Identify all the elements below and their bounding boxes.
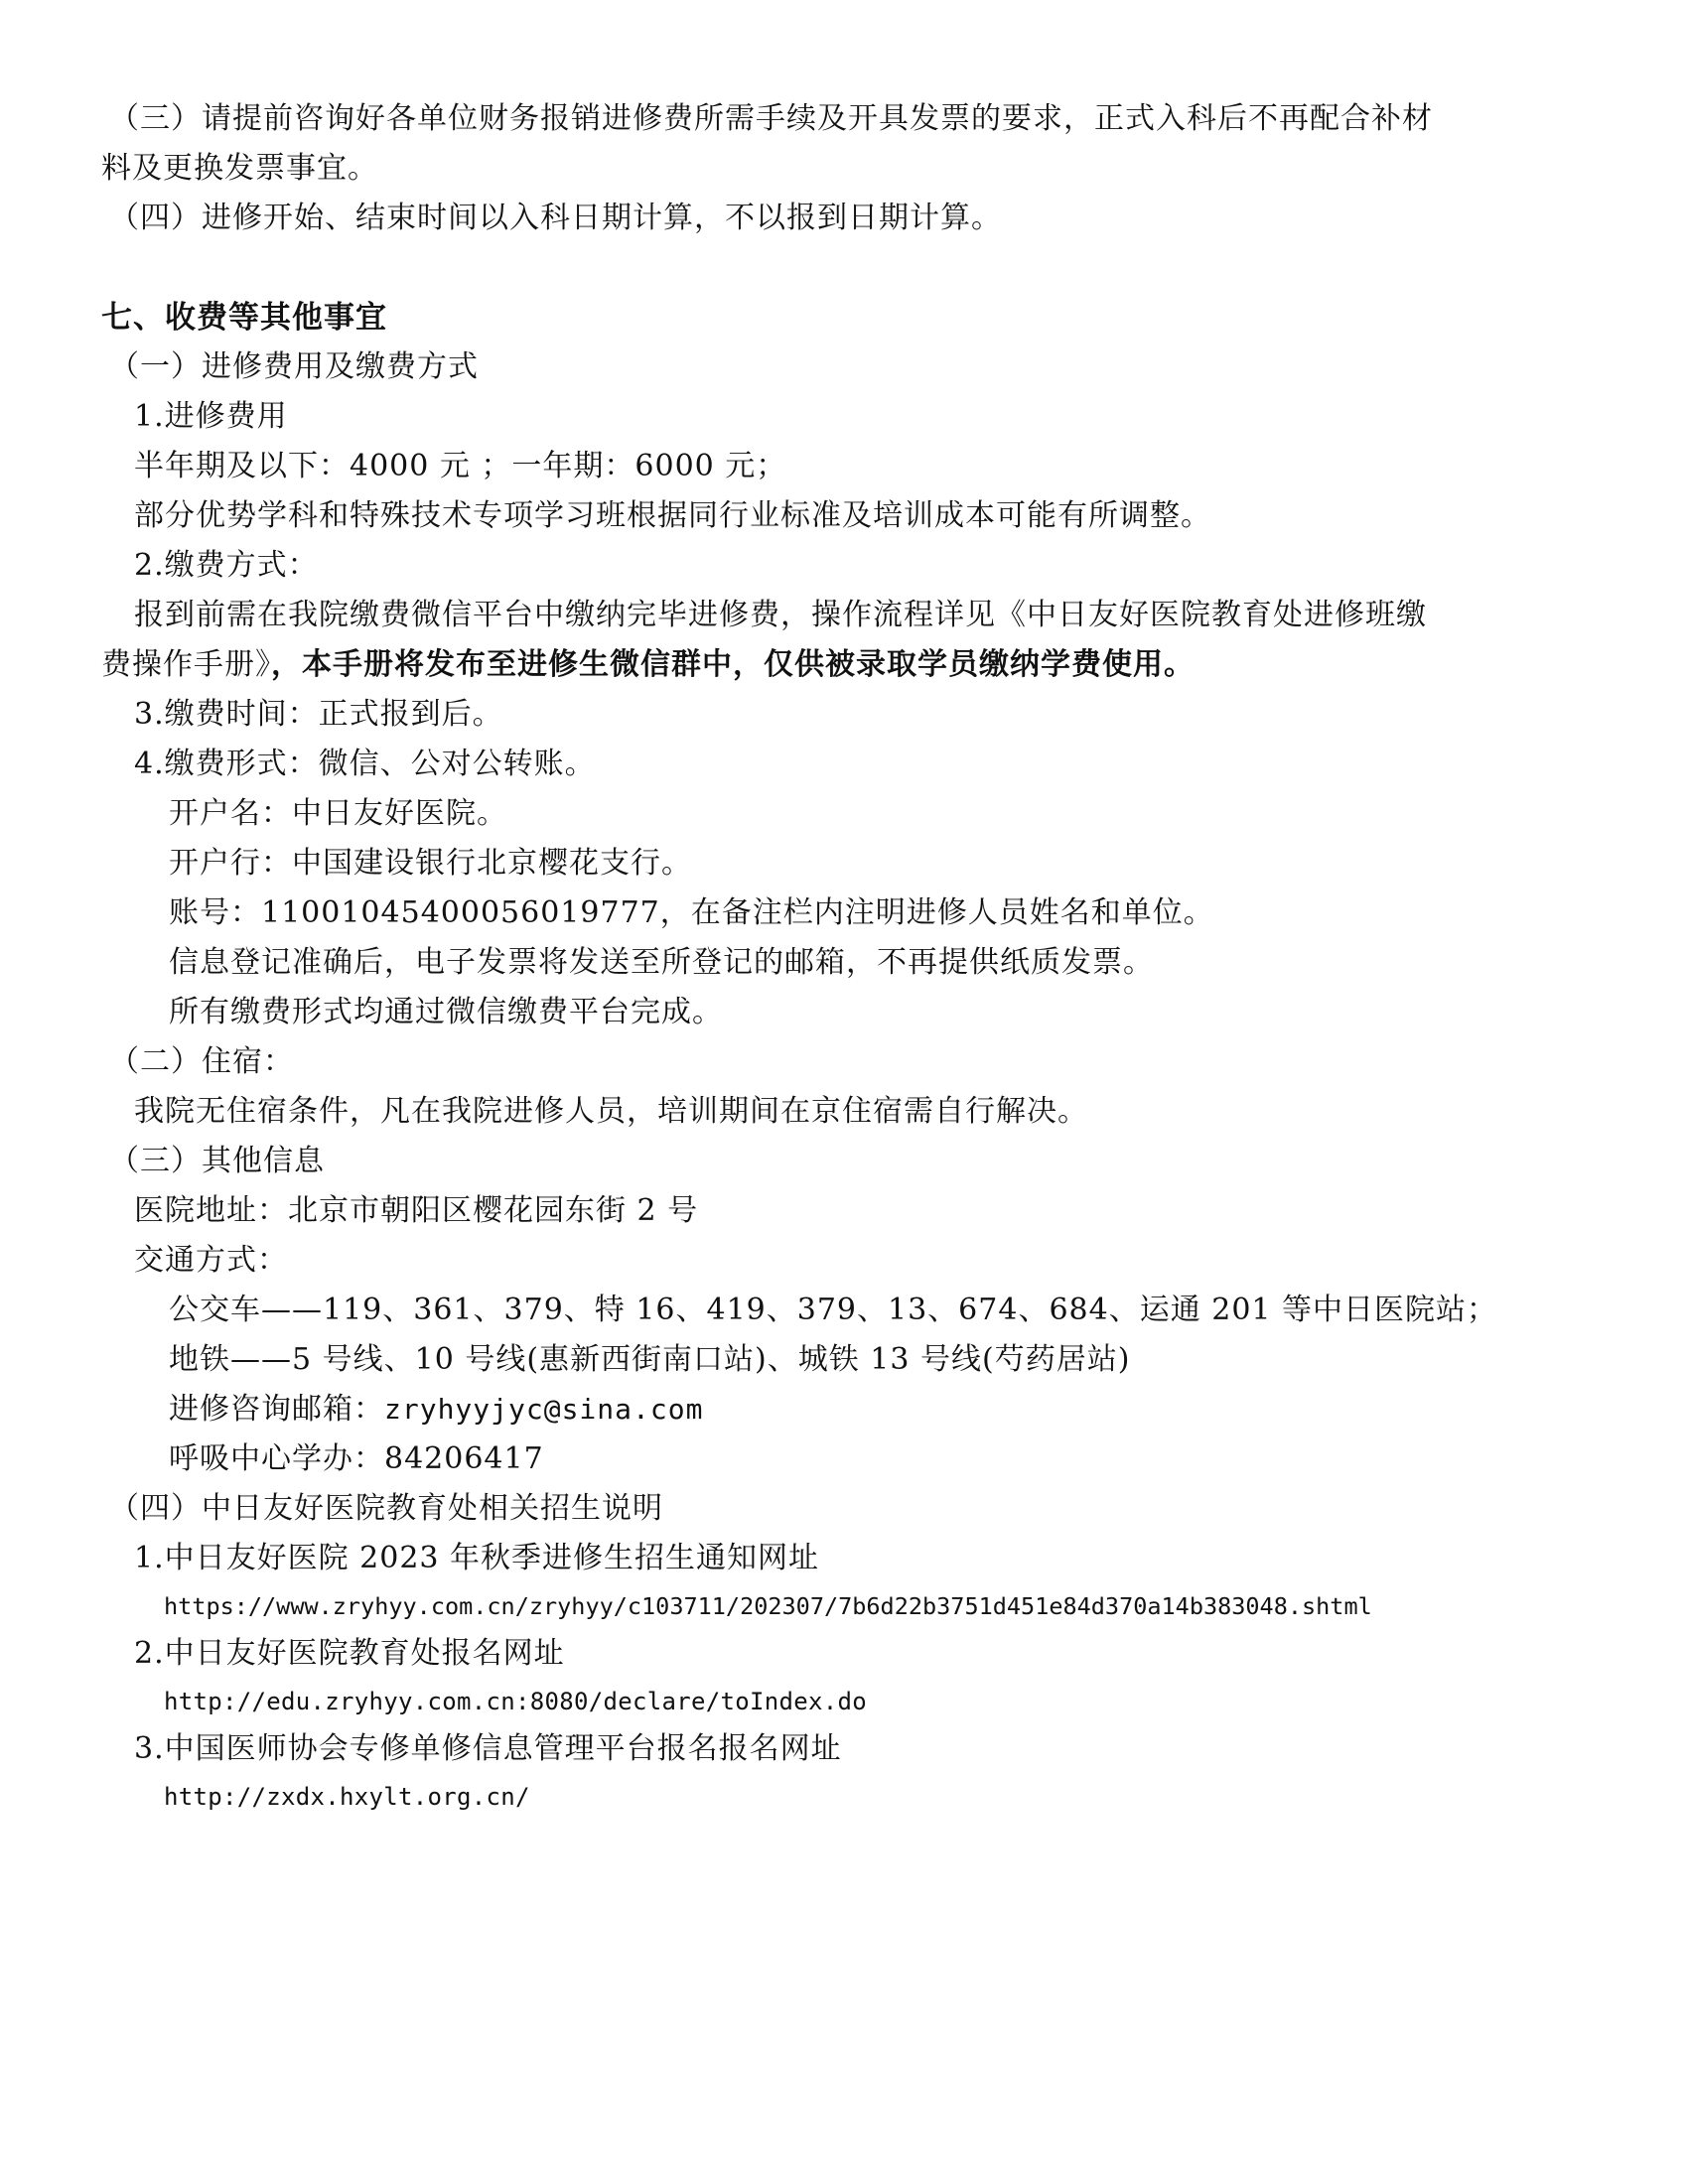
fees-s2-line2-normal: 费操作手册》	[101, 647, 271, 682]
email-line	[0, 1390, 1688, 1430]
prev-item4: （四）进修开始、结束时间以入科日期计算，不以报到日期计算。	[109, 201, 1002, 235]
account-name: 开户名：中日友好医院。	[169, 796, 507, 831]
link2-title: 2.中日友好医院教育处报名网址	[134, 1636, 565, 1671]
section-heading: 七、收费等其他事宜	[101, 300, 387, 336]
fees-s1-line2: 部分优势学科和特殊技术专项学习班根据同行业标准及培训成本可能有所调整。	[134, 498, 1211, 533]
bus-routes: 公交车——119、361、379、特 16、419、379、13、674、684、运通 201 等中日医院站；	[169, 1293, 1498, 1327]
links-title: （四）中日友好医院教育处相关招生说明	[109, 1491, 663, 1526]
bank-name: 开户行：中国建设银行北京樱花支行。	[169, 846, 692, 881]
lodging-title: （二）住宿：	[109, 1044, 294, 1079]
fees-title: （一）进修费用及缴费方式	[109, 349, 479, 384]
transport-title: 交通方式：	[134, 1243, 288, 1278]
link2-url[interactable]: http://edu.zryhyy.com.cn:8080/declare/toIndex.do	[164, 1688, 867, 1715]
fees-s1-title: 1.进修费用	[134, 399, 288, 434]
invoice-note: 信息登记准确后，电子发票将发送至所登记的邮箱，不再提供纸质发票。	[169, 945, 1154, 980]
hospital-address: 医院地址：北京市朝阳区樱花园东街 2 号	[134, 1193, 699, 1228]
fees-s2-line2-bold: ，本手册将发布至进修生微信群中，仅供被录取学员缴纳学费使用。	[271, 647, 1195, 682]
link1-title: 1.中日友好医院 2023 年秋季进修生招生通知网址	[134, 1541, 820, 1575]
fees-s2-line2	[0, 645, 1688, 685]
account-number: 账号：11001045400056019777，在备注栏内注明进修人员姓名和单位。	[169, 895, 1214, 930]
prev-item3-line1: （三）请提前咨询好各单位财务报销进修费所需手续及开具发票的要求，正式入科后不再配合补材	[109, 101, 1433, 136]
office-line	[0, 1439, 1688, 1479]
other-info-title: （三）其他信息	[109, 1144, 325, 1178]
fees-s2-title: 2.缴费方式：	[134, 548, 319, 583]
fees-s1-line1: 半年期及以下：4000 元 ；一年期：6000 元；	[134, 449, 787, 483]
fees-s4-title: 4.缴费形式：微信、公对公转账。	[134, 747, 596, 781]
link3-title: 3.中国医师协会专修单修信息管理平台报名报名网址	[134, 1731, 842, 1766]
subway-routes: 地铁——5 号线、10 号线(惠新西街南口站)、城铁 13 号线(芍药居站)	[169, 1342, 1131, 1377]
office-label: 呼吸中心学办：	[169, 1441, 384, 1476]
email-address[interactable]: zryhyyjyc@sina.com	[384, 1393, 704, 1426]
lodging-text: 我院无住宿条件，凡在我院进修人员，培训期间在京住宿需自行解决。	[134, 1094, 1088, 1129]
office-phone: 84206417	[384, 1441, 544, 1476]
link3-url[interactable]: http://zxdx.hxylt.org.cn/	[164, 1783, 530, 1811]
link1-url[interactable]: https://www.zryhyy.com.cn/zryhyy/c103711/202307/7b6d22b3751d451e84d370a14b383048.shtml	[164, 1592, 1372, 1620]
fees-s2-line1: 报到前需在我院缴费微信平台中缴纳完毕进修费，操作流程详见《中日友好医院教育处进修班缴	[134, 598, 1427, 632]
prev-item3-line2: 料及更换发票事宜。	[101, 151, 378, 186]
fees-s3: 3.缴费时间：正式报到后。	[134, 697, 503, 732]
platform-note: 所有缴费形式均通过微信缴费平台完成。	[169, 995, 723, 1029]
email-label: 进修咨询邮箱：	[169, 1392, 384, 1427]
